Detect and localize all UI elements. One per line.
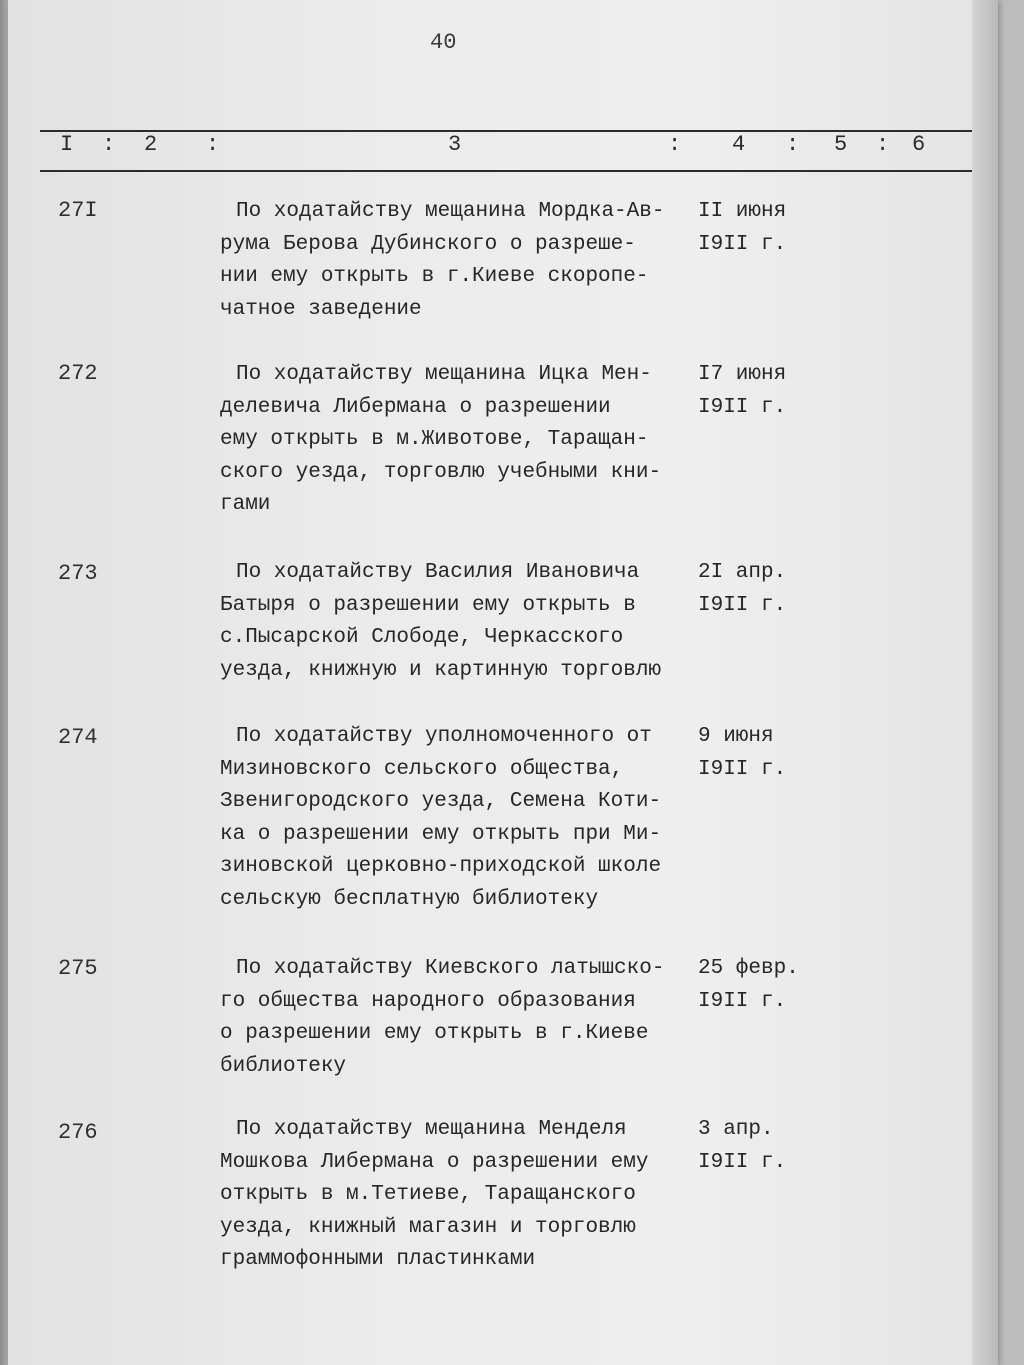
column-header-1: I [60, 132, 74, 157]
column-separator: : [206, 132, 220, 157]
header-top-rule [40, 130, 972, 132]
entry-number: 273 [58, 561, 98, 586]
entry-description: По ходатайству уполномоченного от Мизиновского сельского общества, Звенигородского уезда, Семена Коти- ка о разрешении ему открыть при Ми- зиновской церковно-приходской школе сельскую бесплатную библиотеку [220, 725, 662, 911]
entry-number: 274 [58, 725, 98, 750]
entry-description: По ходатайству мещанина Ицка Мен- делевича Либермана о разрешении ему открыть в м.Животове, Таращан- ского уезда, торговлю учебными кни- гами [220, 363, 662, 516]
column-header-6: 6 [912, 132, 926, 157]
column-separator: : [102, 132, 116, 157]
column-separator: : [876, 132, 890, 157]
column-separator: : [786, 132, 800, 157]
entry-description: По ходатайству Киевского латышско- го общества народного образования о разрешении ему открыть в г.Киеве библиотеку [220, 957, 665, 1078]
entry-description: По ходатайству мещанина Менделя Мошкова Либермана о разрешении ему открыть в м.Тетиеве, Таращанского уезда, книжный магазин и торговлю граммофонными пластинками [220, 1118, 649, 1271]
page-edge [972, 0, 998, 1365]
entry-date: 2I апр. I9II г. [698, 561, 787, 617]
entry-date: 25 февр. I9II г. [698, 957, 799, 1013]
entry-date: I7 июня I9II г. [698, 363, 787, 419]
header-bottom-rule [40, 170, 972, 172]
entry-date: II июня I9II г. [698, 200, 787, 256]
column-header-5: 5 [834, 132, 848, 157]
entry-number: 272 [58, 361, 98, 386]
entry-description: По ходатайству Василия Ивановича Батыря о разрешении ему открыть в с.Пысарской Слободе, Черкасского уезда, книжную и картинную торговлю [220, 561, 662, 682]
entry-date: 3 апр. I9II г. [698, 1118, 787, 1174]
column-header-4: 4 [732, 132, 746, 157]
document-page [8, 0, 998, 1365]
page-number: 40 [430, 30, 457, 55]
entry-date: 9 июня I9II г. [698, 725, 787, 781]
column-separator: : [668, 132, 682, 157]
entry-number: 276 [58, 1120, 98, 1145]
column-header-2: 2 [144, 132, 158, 157]
entry-description: По ходатайству мещанина Мордка-Ав- рума Берова Дубинского о разреше- нии ему открыть в г.Киеве скоропе- чатное заведение [220, 200, 665, 321]
entry-number: 275 [58, 956, 98, 981]
entry-number: 27I [58, 198, 98, 223]
column-header-3: 3 [448, 132, 462, 157]
